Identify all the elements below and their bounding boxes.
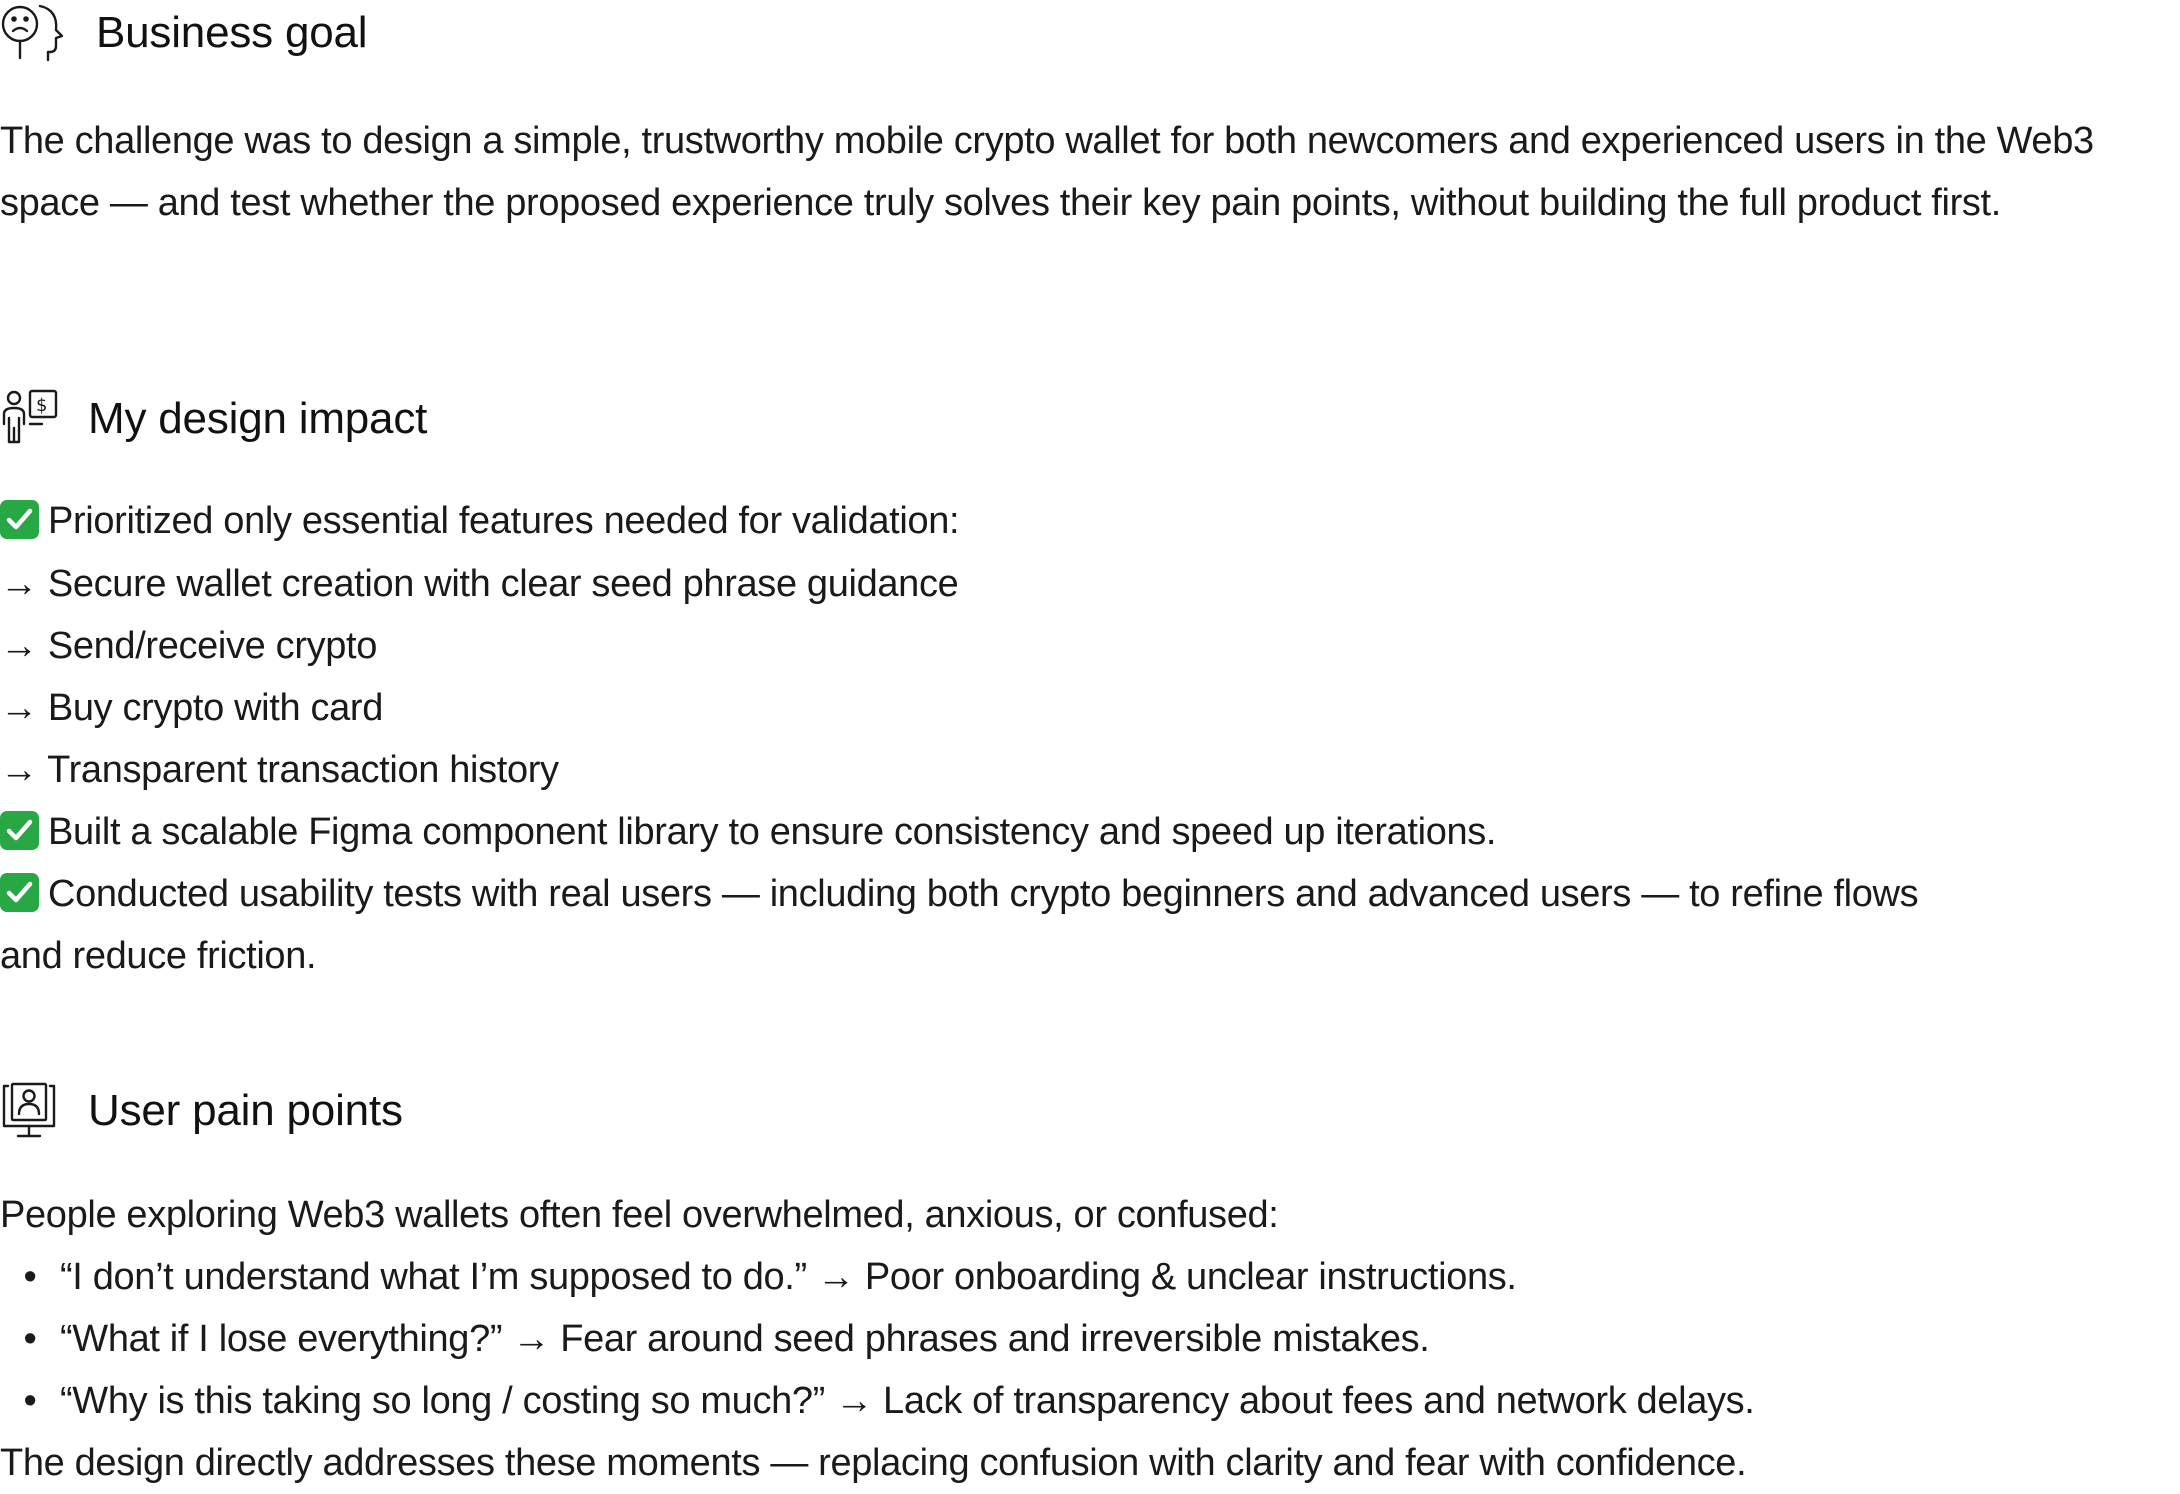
pain-point-text: “Why is this taking so long / costing so much?” → Lack of transparency about fees and network delays. [60,1380,1755,1422]
bullet-dot: • [23,1256,37,1298]
impact-subitem: → Send/receive crypto [0,625,378,667]
confused-head-icon [0,2,96,64]
impact-item-text: Prioritized only essential features needed for validation: [48,500,960,542]
pain-points-heading [0,1080,403,1142]
impact-item-text: Built a scalable Figma component library to ensure consistency and speed up iterations. [48,811,1497,853]
impact-subitem: → Transparent transaction history [0,749,559,791]
bullet-dot: • [23,1318,37,1360]
person-money-icon [0,388,88,450]
impact-item [0,863,1918,925]
pain-point-bullet [0,1308,1429,1370]
pain-points-title: User pain points [88,1086,403,1135]
check-mark-icon [0,811,39,850]
impact-item-text: Conducted usability tests with real users — including both crypto beginners and advanced users — to refine flows [48,873,1919,915]
user-monitor-icon [0,1080,88,1142]
pain-points-intro: People exploring Web3 wallets often feel overwhelmed, anxious, or confused: [0,1194,1279,1236]
impact-item [0,490,959,552]
design-impact-title: My design impact [88,394,428,443]
pain-point-text: “What if I lose everything?” → Fear around seed phrases and irreversible mistakes. [60,1318,1430,1360]
bullet-dot: • [23,1380,37,1422]
business-goal-paragraph: The challenge was to design a simple, trustworthy mobile crypto wallet for both newcomers and experienced users in the Web3 space — and test whether the proposed experience truly solves their key pain points, without building the full product first. [0,120,2094,224]
pain-points-conclusion: The design directly addresses these moments — replacing confusion with clarity and fear with confidence. [0,1442,1747,1484]
check-mark-icon [0,873,39,912]
business-goal-title: Business goal [96,8,368,57]
design-impact-heading [0,388,427,450]
svg-text:$: $ [36,395,48,416]
business-goal-heading [0,2,367,64]
check-mark-icon [0,500,39,539]
pain-point-text: “I don’t understand what I’m supposed to do.” → Poor onboarding & unclear instructions. [60,1256,1517,1298]
pain-point-bullet [0,1246,1517,1308]
impact-subitem: → Buy crypto with card [0,687,383,729]
pain-point-bullet [0,1370,1755,1432]
impact-item [0,801,1496,863]
impact-subitem: → Secure wallet creation with clear seed phrase guidance [0,563,959,605]
impact-item-continuation: and reduce friction. [0,935,317,977]
